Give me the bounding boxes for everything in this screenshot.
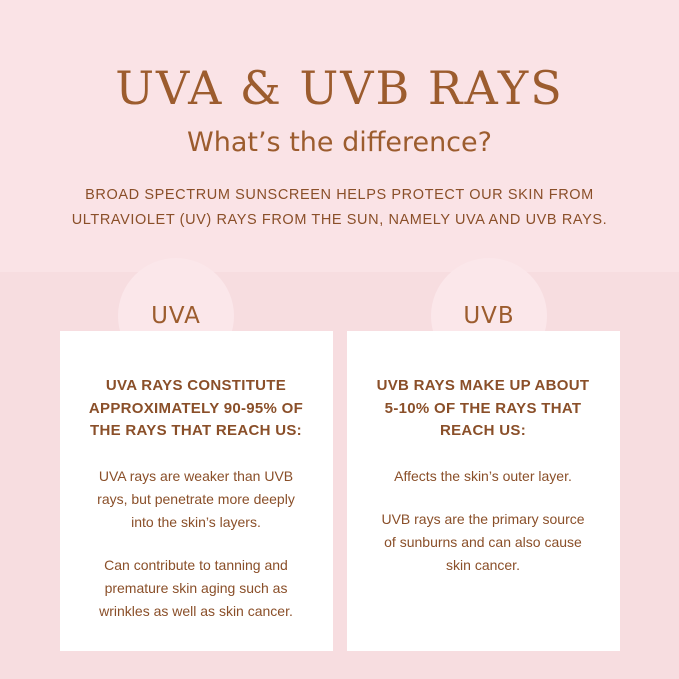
page-title: UVA & UVB RAYS (115, 61, 564, 115)
uvb-card-heading: UVB RAYS MAKE UP ABOUT 5-10% OF THE RAYS THAT REACH US: (376, 377, 590, 439)
cards-container (0, 331, 679, 651)
uva-card-heading: UVA RAYS CONSTITUTE APPROXIMATELY 90-95% OF THE RAYS THAT REACH US: (88, 377, 304, 439)
page-subtitle: What’s the difference? (187, 126, 492, 158)
uva-card (60, 331, 333, 651)
uvb-card-paragraph-2: UVB rays are the primary source of sunburns and can also cause skin cancer. (381, 510, 585, 573)
uva-card-paragraph-2: Can contribute to tanning and premature skin aging such as wrinkles as well as skin cancer. (99, 556, 293, 619)
uva-card-paragraph-1: UVA rays are weaker than UVB rays, but penetrate more deeply into the skin’s layers. (97, 467, 295, 530)
uvb-card-paragraph-1: Affects the skin’s outer layer. (394, 467, 572, 484)
uvb-badge-label: UVB (463, 303, 515, 329)
header-section (0, 0, 679, 233)
intro-paragraph: BROAD SPECTRUM SUNSCREEN HELPS PROTECT OUR SKIN FROM ULTRAVIOLET (UV) RAYS FROM THE SUN, NAMELY UVA AND UVB RAYS. (71, 187, 608, 228)
uvb-card (347, 331, 620, 651)
uva-badge-label: UVA (151, 303, 201, 329)
